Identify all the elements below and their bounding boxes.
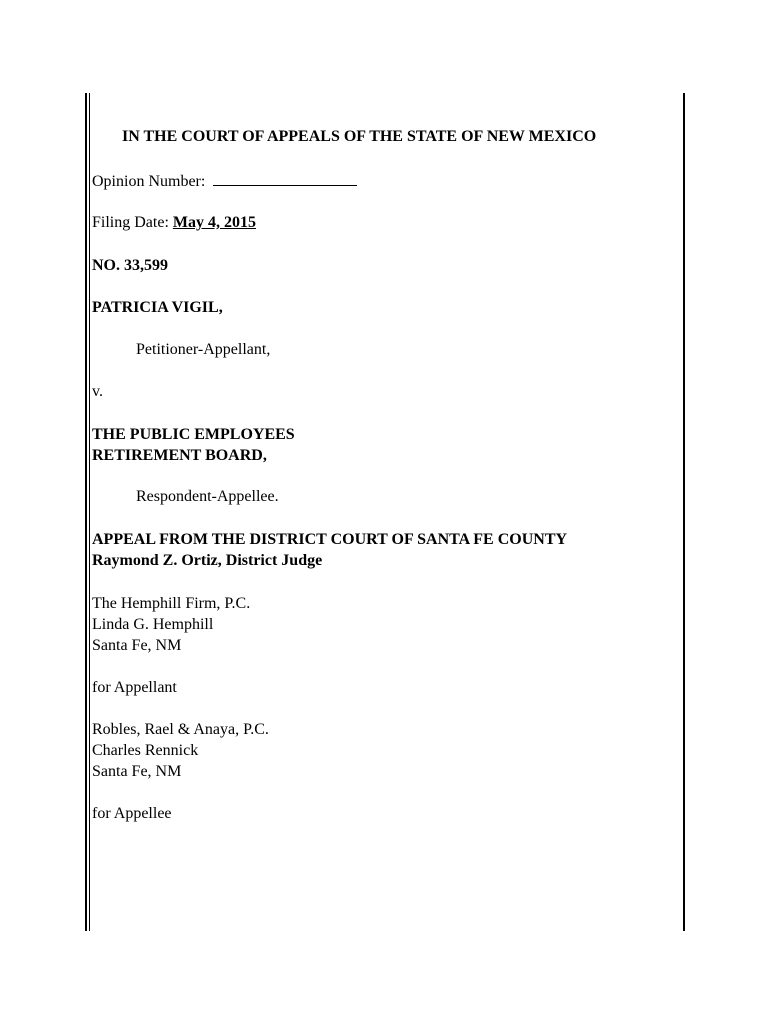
filing-date-row (92, 213, 256, 233)
appeal-origin: APPEAL FROM THE DISTRICT COURT OF SANTA FE COUNTY (92, 531, 568, 548)
opinion-number-blank (213, 171, 357, 186)
right-margin-rule (683, 93, 685, 931)
left-margin-rule (85, 93, 87, 931)
opinion-number-row (92, 171, 357, 192)
appellee-firm: Robles, Rael & Anaya, P.C. (92, 721, 269, 738)
district-judge: Raymond Z. Ortiz, District Judge (92, 552, 323, 569)
appellee-location: Santa Fe, NM (92, 763, 182, 780)
respondent-name-line1: THE PUBLIC EMPLOYEES (92, 426, 295, 443)
for-appellant-label: for Appellant (92, 679, 177, 696)
opinion-number-label: Opinion Number: (92, 173, 206, 190)
versus: v. (92, 383, 103, 400)
appellee-attorney: Charles Rennick (92, 742, 199, 759)
petitioner-role: Petitioner-Appellant, (136, 341, 271, 358)
court-heading: IN THE COURT OF APPEALS OF THE STATE OF NEW MEXICO (122, 128, 597, 145)
case-number: NO. 33,599 (92, 257, 168, 274)
appellant-firm: The Hemphill Firm, P.C. (92, 595, 251, 612)
filing-date-value: May 4, 2015 (172, 214, 256, 231)
petitioner-name: PATRICIA VIGIL, (92, 299, 223, 316)
filing-date-label: Filing Date: (92, 214, 169, 231)
left-margin-rule-inner (89, 93, 90, 931)
for-appellee-label: for Appellee (92, 805, 172, 822)
appellant-location: Santa Fe, NM (92, 637, 182, 654)
respondent-role: Respondent-Appellee. (136, 488, 279, 505)
appellant-attorney: Linda G. Hemphill (92, 616, 214, 633)
respondent-name-line2: RETIREMENT BOARD, (92, 447, 267, 464)
